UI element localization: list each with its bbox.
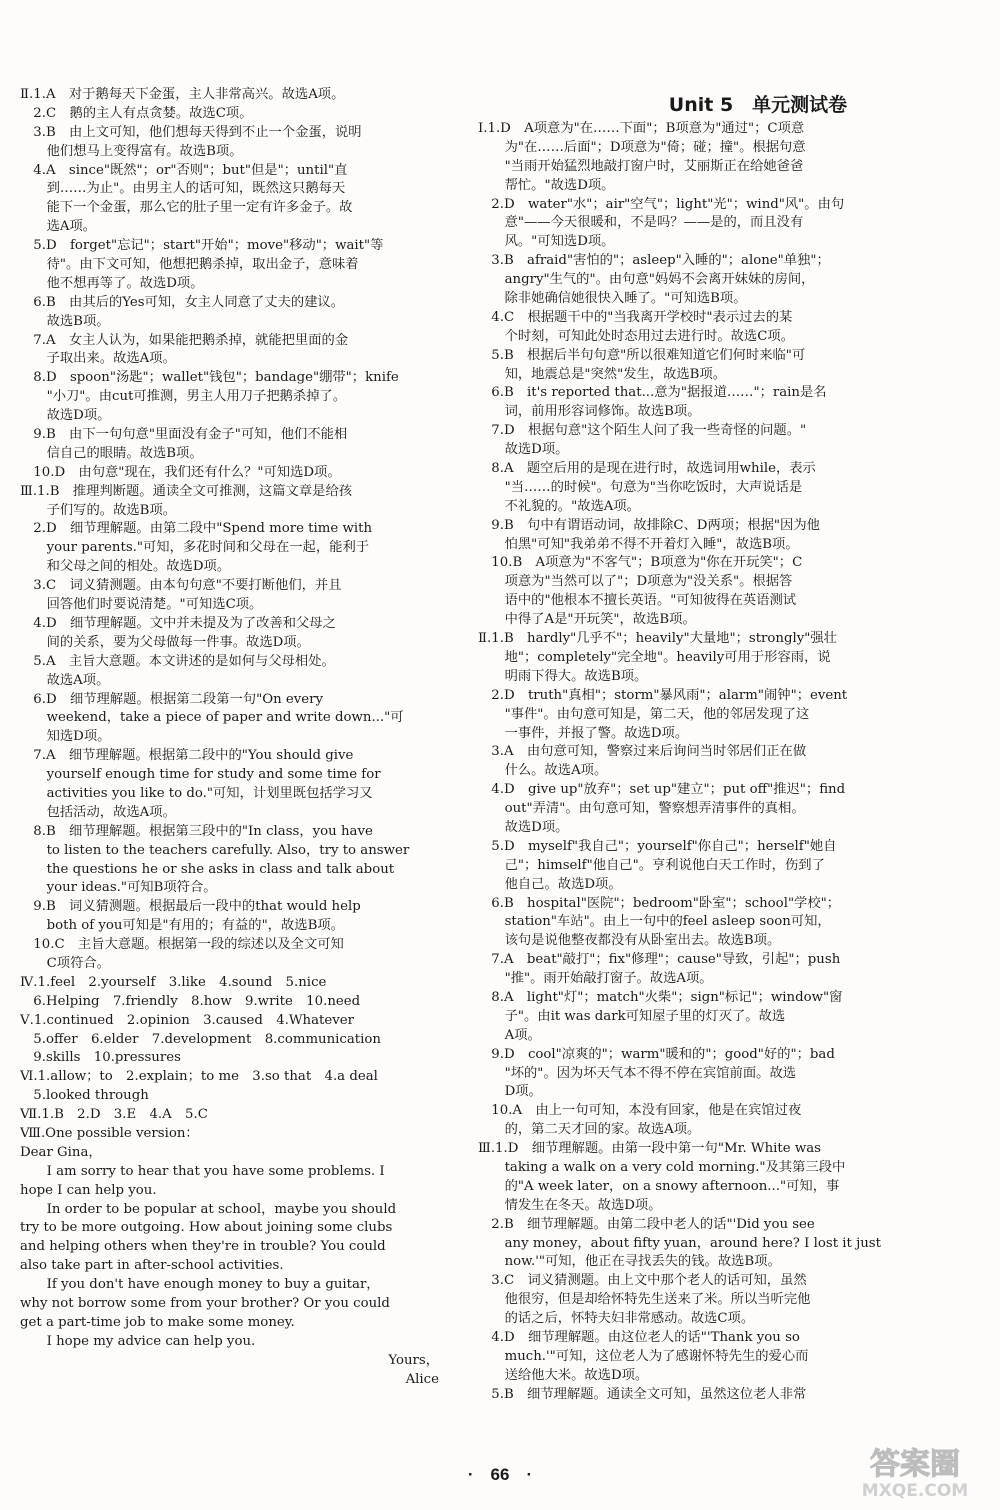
text-line: 该句是说他整夜都没有从卧室出去。故选B项。 [478, 933, 781, 949]
text-line: 3.B 由上文可知，他们想每天得到不止一个金蛋，说明 [20, 124, 362, 140]
text-line: 除非她确信她很快入睡了。"可知选B项。 [478, 291, 747, 307]
text-line: 5.B 细节理解题。通读全文可知，虽然这位老人非常 [478, 1386, 807, 1402]
unit-title: Unit 5 单元测试卷 [668, 94, 848, 116]
text-line: 子取出来。故选A项。 [20, 351, 176, 367]
text-line: 8.A 题空后用的是现在进行时，故选词用while，表示 [478, 461, 816, 477]
text-line: 地"；completely"完全地"。heavily可用于形容雨，说 [478, 649, 831, 665]
text-line: Ⅲ.1.B 推理判断题。通读全文可推测，这篇文章是给孩 [20, 483, 353, 499]
right-column-lines [478, 120, 908, 1405]
text-line: out"弄清"。由句意可知，警察想弄清事件的真相。 [478, 801, 805, 817]
text-line: 4.A since"既然"；or"否则"；but"但是"；until"直 [20, 162, 348, 178]
text-line: 送给他大米。故选D项。 [478, 1367, 649, 1383]
right-column [478, 90, 908, 1405]
text-line: 3.C 词义猜测题。由本句句意"不要打断他们，并且 [20, 578, 342, 594]
text-line: 知，地震总是"突然"发生，故选B项。 [478, 366, 727, 382]
text-line: I am sorry to hear that you have some problems. I [20, 1163, 385, 1179]
text-line: 知选D项。 [20, 729, 111, 745]
text-line: 3.A 由句意可知，警察过来后询问当时邻居们正在做 [478, 744, 807, 760]
text-line: 5.offer 6.elder 7.development 8.communication [20, 1031, 381, 1047]
text-line: "事件"。由句意可知是，第二天，他的邻居发现了这 [478, 706, 810, 722]
text-line: 选A项。 [20, 219, 97, 235]
text-line: 4.D 细节理解题。文中并未提及为了改善和父母之 [20, 615, 336, 631]
text-line: 2.D water"水"；air"空气"；light"光"；wind"风"。由句 [478, 196, 845, 212]
text-line: your parents."可知，多花时间和父母在一起，能利于 [20, 540, 370, 556]
text-line: station"车站"。由上一句中的feel asleep soon可知， [478, 914, 831, 930]
text-line: 意"——今天很暖和，不是吗？——是的，而且没有 [478, 215, 804, 231]
text-line: 一事件，并报了警。故选D项。 [478, 725, 689, 741]
text-line: 为"在……后面"；D项意为"倚；碰；撞"。根据句意 [478, 139, 806, 155]
text-line: 怕黑"可知"我弟弟不得不开着灯入睡"，故选B项。 [478, 536, 799, 552]
text-line: 4.C 根据题干中的"当我离开学校时"表示过去的某 [478, 309, 793, 325]
text-line: "当雨开始猛烈地敲打窗户时，艾丽斯正在给她爸爸 [478, 158, 804, 174]
text-line: "坏的"。因为坏天气本不得不停在宾馆前面。故选 [478, 1065, 797, 1081]
text-line: 帮忙。"故选D项。 [478, 177, 615, 193]
text-line: activities you like to do."可知，计划里既包括学习又 [20, 785, 373, 801]
text-line: 什么。故选A项。 [478, 763, 608, 779]
text-line: 5.looked through [20, 1088, 149, 1104]
text-line: C项符合。 [20, 955, 110, 971]
text-line: 9.B 由下一句句意"里面没有金子"可知，他们不能相 [20, 427, 348, 443]
text-line: 项意为"当然可以了"；D项意为"没关系"。根据答 [478, 574, 793, 590]
text-line: 能下一个金蛋，那么它的肚子里一定有许多金子。故 [20, 200, 353, 216]
text-line: 8.D spoon"汤匙"；wallet"钱包"；bandage"绷带"；knife [20, 370, 399, 386]
text-line: 5.A 主旨大意题。本文讲述的是如何与父母相处。 [20, 653, 335, 669]
text-line: Ⅶ.1.B 2.D 3.E 4.A 5.C [20, 1107, 208, 1123]
text-line: 子们写的。故选B项。 [20, 502, 177, 518]
text-line: 和父母之间的相处。故选D项。 [20, 559, 231, 575]
text-line: 2.D 细节理解题。由第二段中"Spend more time with [20, 521, 373, 537]
text-line: 故选D项。 [478, 819, 569, 835]
text-line: Ⅰ.1.D A项意为"在……下面"；B项意为"通过"；C项意 [478, 121, 805, 136]
text-line: 到……为止"。由男主人的话可知，既然这只鹅每天 [20, 181, 346, 197]
text-line: angry"生气的"。由句意"妈妈不会离开妹妹的房间， [478, 272, 815, 288]
text-line: 情发生在冬天。故选D项。 [478, 1197, 662, 1213]
text-line: 风。"可知选D项。 [478, 234, 615, 250]
text-line: 他自己。故选D项。 [478, 876, 622, 892]
text-line: Ⅱ.1.B hardly"几乎不"；heavily"大量地"；strongly"强壮 [478, 631, 837, 647]
text-line: 词，前用形容词修饰。故选B项。 [478, 404, 701, 420]
text-line: taking a walk on a very cold morning."及其第三段中 [478, 1159, 846, 1175]
text-line: 9.B 句中有谓语动词，故排除C、D两项；根据"因为他 [478, 517, 820, 533]
text-line: 6.B hospital"医院"；bedroom"卧室"；school"学校"； [478, 895, 841, 911]
text-line: any money，about fifty yuan，around here? I lost it just [478, 1235, 881, 1251]
text-line: 待"。由下文可知，他想把鹅杀掉，取出金子，意味着 [20, 257, 359, 273]
text-line: Ⅷ.One possible version： [20, 1125, 199, 1141]
text-line: 6.B it's reported that...意为"据报道……"；rain是名 [478, 385, 827, 401]
text-line: get a part-time job to make some money. [20, 1314, 295, 1330]
text-line: why not borrow some from your brother? Or you could [20, 1296, 390, 1311]
text-line: 3.C 词义猜测题。由上文中那个老人的话可知，虽然 [478, 1273, 807, 1289]
text-line: 个时刻，可知此处时态用过去进行时。故选C项。 [478, 328, 795, 344]
text-line: 5.B 根据后半句句意"所以很难知道它们何时来临"可 [478, 347, 806, 363]
text-line: 不礼貌的。"故选A项。 [478, 498, 640, 514]
text-line: 8.B 细节理解题。根据第三段中的"In class，you have [20, 823, 373, 839]
text-line: Yours， [388, 1352, 439, 1368]
text-line: to listen to the teachers carefully. Also，try to answer [20, 842, 410, 858]
text-line: 的"A week later，on a snowy afternoon..."可知，事 [478, 1178, 840, 1194]
text-line: 包括活动，故选A项。 [20, 804, 176, 820]
text-line: "小刀"。由cut可推测，男主人用刀子把鹅杀掉了。 [20, 389, 347, 405]
text-line: 9.skills 10.pressures [20, 1050, 181, 1066]
text-line: the questions he or she asks in class and talk about [20, 861, 395, 877]
text-line: much.'"可知，这位老人为了感谢怀特先生的爱心而 [478, 1348, 809, 1364]
text-line: Dear Gina， [20, 1144, 102, 1160]
text-line: A项。 [478, 1027, 541, 1043]
text-line: 己"；himself"他自己"。亨利说他白天工作时，伤到了 [478, 857, 825, 873]
text-line: 4.D give up"放弃"；set up"建立"；put off"推迟"；find [478, 782, 846, 798]
text-line: Alice [405, 1371, 439, 1387]
text-line: Ⅵ.1.allow；to 2.explain；to me 3.so that 4.a deal [20, 1069, 378, 1085]
text-line: D项。 [478, 1084, 542, 1100]
text-line: In order to be popular at school，maybe you should [20, 1201, 397, 1217]
text-line: 故选D项。 [478, 442, 569, 458]
text-line: your ideas."可知B项符合。 [20, 880, 217, 896]
text-line: and helping others when they're in trouble? You could [20, 1239, 386, 1255]
watermark-logo [835, 1440, 995, 1502]
text-line: hope I can help you. [20, 1182, 157, 1198]
text-line: 信自己的眼睛。故选B项。 [20, 445, 203, 461]
text-line: now.'"可知，他正在寻找丢失的钱。故选B项。 [478, 1254, 781, 1270]
text-line: 2.B 细节理解题。由第二段中老人的话"'Did you see [478, 1216, 815, 1232]
text-line: 间的关系，要为父母做每一件事。故选D项。 [20, 634, 310, 650]
text-line: also take part in after-school activities. [20, 1258, 284, 1274]
text-line: 5.D myself"我自己"；yourself"你自己"；herself"她自 [478, 838, 837, 854]
text-line: "当……的时候"。句意为"当你吃饭时，大声说话是 [478, 479, 803, 495]
text-line: 的话之后，怀特夫妇非常感动。故选C项。 [478, 1311, 755, 1327]
text-line: 9.D cool"凉爽的"；warm"暖和的"；good"好的"；bad [478, 1046, 835, 1062]
text-line: Ⅱ.1.A 对于鹅每天下金蛋，主人非常高兴。故选A项。 [20, 87, 345, 102]
text-line: 子"。由it was dark可知屋子里的灯灭了。故选 [478, 1008, 786, 1024]
text-line: 10.A 由上一句可知，本没有回家，他是在宾馆过夜 [478, 1103, 802, 1119]
text-line: 他很穷，但是却给怀特先生送来了米。所以当听完他 [478, 1292, 811, 1308]
text-line: 6.Helping 7.friendly 8.how 9.write 10.need [20, 993, 361, 1009]
text-line: 7.A 细节理解题。根据第二段中的"You should give [20, 748, 354, 764]
text-line: 3.B afraid"害怕的"；asleep"入睡的"；alone"单独"； [478, 253, 830, 269]
text-line: yourself enough time for study and some time for [20, 767, 381, 783]
text-line: 8.A light"灯"；match"火柴"；sign"标记"；window"窗 [478, 989, 843, 1005]
text-line: 他们想马上变得富有。故选B项。 [20, 143, 243, 159]
text-line: Ⅳ.1.feel 2.yourself 3.like 4.sound 5.nice [20, 974, 327, 990]
text-line: try to be more outgoing. How about joining some clubs [20, 1220, 393, 1236]
text-line: 6.D 细节理解题。根据第二段第一句"On every [20, 691, 324, 707]
text-line: 2.C 鹅的主人有点贪婪。故选C项。 [20, 105, 253, 121]
text-line: 语中的"他根本不擅长英语。"可知彼得在英语测试 [478, 593, 797, 609]
text-line: 的，第二天才回的家。故选A项。 [478, 1122, 701, 1138]
text-line: "推"。雨开始敲打窗子。故选A项。 [478, 971, 713, 987]
text-line: weekend，take a piece of paper and write down..."可 [20, 710, 404, 726]
text-line: 故选D项。 [20, 408, 111, 424]
left-column [20, 86, 445, 1389]
text-line: both of you可知是"有用的；有益的"，故选B项。 [20, 918, 344, 934]
text-line: 7.D 根据句意"这个陌生人问了我一些奇怪的问题。" [478, 423, 807, 439]
text-line: 10.D 由句意"现在，我们还有什么？"可知选D项。 [20, 464, 341, 480]
text-line: 7.A beat"敲打"；fix"修理"；cause"导致，引起"；push [478, 952, 841, 968]
text-line: 故选A项。 [20, 672, 110, 688]
watermark-top-text: 答案圈 [870, 1447, 960, 1482]
text-line: 回答他们时要说清楚。"可知选C项。 [20, 597, 263, 613]
text-line: 9.B 词义猜测题。根据最后一段中的that would help [20, 899, 361, 915]
page-number: · 66 · [467, 1465, 533, 1484]
text-line: 6.B 由其后的Yes可知，女主人同意了丈夫的建议。 [20, 294, 345, 310]
text-line: 7.A 女主人认为，如果能把鹅杀掉，就能把里面的金 [20, 332, 349, 348]
text-line: 明雨下得大。故选B项。 [478, 668, 648, 684]
text-line: Ⅴ.1.continued 2.opinion 3.caused 4.Whatever [20, 1012, 354, 1028]
text-line: Ⅲ.1.D 细节理解题。由第一段中第一句"Mr. White was [478, 1141, 821, 1157]
text-line: 10.B A项意为"不客气"；B项意为"你在开玩笑"；C [478, 555, 803, 571]
watermark-bottom-text: MXQE.COM [861, 1481, 969, 1501]
text-line: 5.D forget"忘记"；start"开始"；move"移动"；wait"等 [20, 238, 384, 254]
text-line: I hope my advice can help you. [20, 1333, 256, 1349]
text-line: 他不想再等了。故选D项。 [20, 275, 204, 291]
text-line: 2.D truth"真相"；storm"暴风雨"；alarm"闹钟"；event [478, 687, 848, 703]
watermark-graphic [835, 1440, 995, 1502]
text-line: 10.C 主旨大意题。根据第一段的综述以及全文可知 [20, 937, 344, 953]
text-line: 故选B项。 [20, 313, 110, 329]
text-line: 中得了A是"开玩笑"，故选B项。 [478, 612, 696, 628]
text-line: If you don't have enough money to buy a guitar， [20, 1277, 380, 1293]
text-line: 4.D 细节理解题。由这位老人的话"'Thank you so [478, 1330, 800, 1345]
